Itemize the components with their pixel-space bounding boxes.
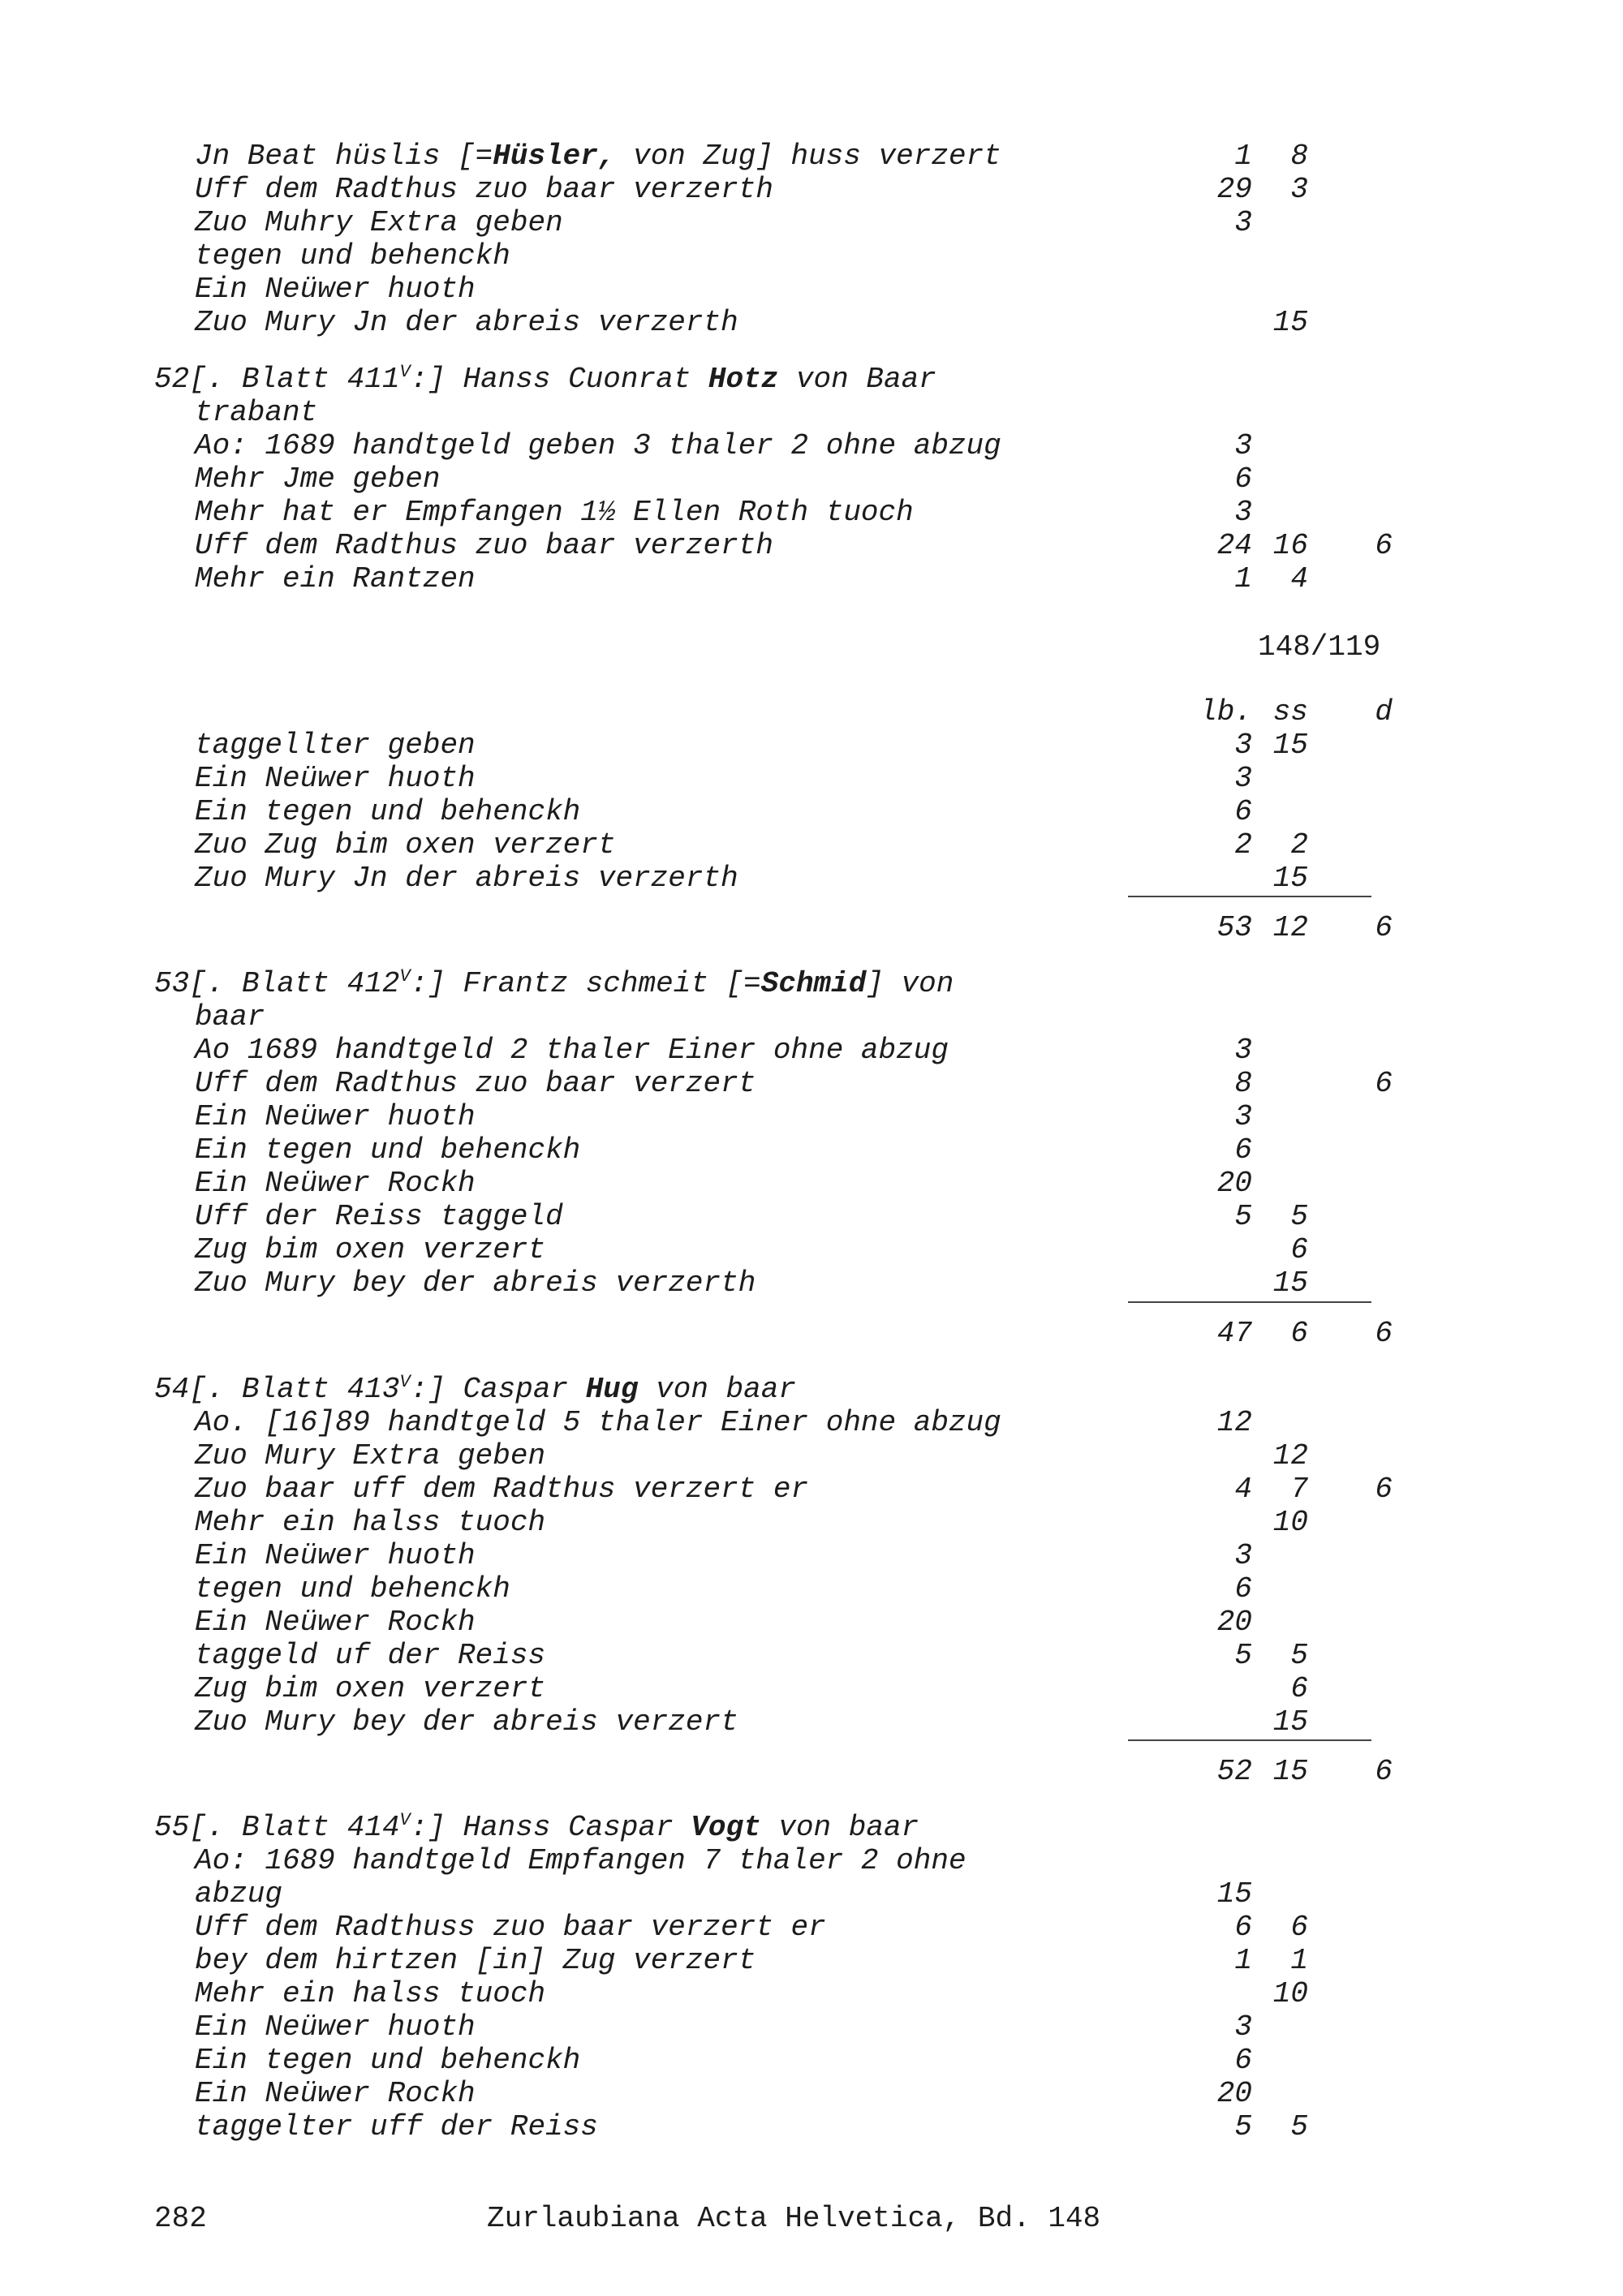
row-description: Ein Neüwer huoth: [195, 2010, 476, 2044]
amount-ss: 16: [1272, 529, 1308, 562]
amount-d: 6: [1375, 1317, 1393, 1350]
row-description: Uff dem Radthuss zuo baar verzert er: [195, 1911, 826, 1944]
row-description: Mehr ein halss tuoch: [195, 1506, 546, 1539]
total-row: [154, 1317, 1453, 1350]
row-description: Zuo baar uff dem Radthus verzert er: [195, 1473, 809, 1506]
ledger-row: [154, 2077, 1453, 2110]
row-description: Ao: 1689 handtgeld Empfangen 7 thaler 2 ohne: [195, 1844, 966, 1877]
amount-ss: 7: [1290, 1473, 1308, 1506]
ledger-row: [154, 1606, 1453, 1639]
ledger-row: [154, 729, 1453, 762]
ledger-row: [154, 462, 1453, 496]
row-description: Zug bim oxen verzert: [195, 1672, 546, 1705]
amount-d: 6: [1375, 1473, 1393, 1506]
ledger-row: [154, 862, 1453, 895]
folio-verso-mark: V: [399, 1372, 411, 1392]
amount-d: 6: [1375, 1067, 1393, 1100]
amount-lb: 3: [1234, 729, 1252, 762]
amount-lb: 5: [1234, 1639, 1252, 1672]
ledger-row: [154, 496, 1453, 529]
ledger-row: [154, 2110, 1453, 2143]
entry-heading-text: 55[. Blatt $414^V$:] Hanss Caspar Vogt von baar: [154, 1810, 919, 1844]
row-description: abzug: [195, 1877, 283, 1911]
row-description: baar: [195, 1000, 265, 1034]
ledger-row: [154, 762, 1453, 795]
ledger-row: [154, 1639, 1453, 1672]
row-description: Zuo Mury Jn der abreis verzerth: [195, 862, 738, 895]
entry-heading-53: [154, 967, 1453, 1000]
entry-heading-55: [154, 1811, 1453, 1844]
footer-title: Zurlaubiana Acta Helvetica, Bd. 148: [487, 2202, 1101, 2235]
surname: Hug: [585, 1373, 639, 1406]
ledger-row: [154, 1200, 1453, 1233]
amount-lb: 3: [1234, 496, 1252, 529]
header-ss: ss: [1272, 695, 1308, 729]
surname: Hüsler,: [493, 140, 616, 173]
amount-ss: 4: [1290, 562, 1308, 595]
amount-lb: 3: [1234, 1034, 1252, 1067]
row-description: Zuo Mury bey der abreis verzerth: [195, 1266, 756, 1300]
footer-page-number: 282: [154, 2202, 207, 2235]
row-description: Jn Beat hüslis [=Hüsler, von Zug] huss verzert: [195, 140, 1001, 173]
amount-ss: 15: [1272, 729, 1308, 762]
ledger-row: [154, 1100, 1453, 1133]
amount-lb: 6: [1234, 1572, 1252, 1606]
row-description: Uff dem Radthus zuo baar verzerth: [195, 173, 773, 206]
amount-lb: 2: [1234, 828, 1252, 862]
ledger-row: [154, 1944, 1453, 1977]
amount-lb: 3: [1234, 429, 1252, 462]
row-description: Ein Neüwer Rockh: [195, 1167, 476, 1200]
row-description: Uff der Reiss taggeld: [195, 1200, 563, 1233]
ledger-row: [154, 173, 1453, 206]
row-description: tegen und behenckh: [195, 1572, 510, 1606]
folio-verso-mark: V: [399, 1810, 411, 1830]
amount-ss: 10: [1272, 1506, 1308, 1539]
amount-lb: 1: [1234, 1944, 1252, 1977]
amount-ss: 5: [1290, 1639, 1308, 1672]
row-description: Ein tegen und behenckh: [195, 1133, 581, 1167]
sum-rule: [1128, 1301, 1371, 1303]
ledger-row: [154, 273, 1453, 306]
amount-lb: 29: [1216, 173, 1252, 206]
amount-lb: 3: [1234, 762, 1252, 795]
entry-heading-text: 52[. Blatt $411^V$:] Hanss Cuonrat Hotz von Baar: [154, 362, 936, 396]
row-description: Ao 1689 handtgeld 2 thaler Einer ohne abzug: [195, 1034, 949, 1067]
row-description: Ein Neüwer Rockh: [195, 2077, 476, 2110]
ledger-row: [154, 1167, 1453, 1200]
amount-lb: 1: [1234, 562, 1252, 595]
ledger-row: [154, 2010, 1453, 2044]
header-lb: lb.: [1199, 695, 1252, 729]
sum-rule: [1128, 1739, 1371, 1741]
amount-ss: 15: [1272, 1705, 1308, 1739]
ledger-row: [154, 1844, 1453, 1877]
row-description: Ein Neüwer huoth: [195, 1539, 476, 1572]
amount-lb: 24: [1216, 529, 1252, 562]
entry-heading-54: [154, 1373, 1453, 1406]
ledger-row: [154, 429, 1453, 462]
amount-ss: 6: [1290, 1911, 1308, 1944]
total-row: [154, 1755, 1453, 1788]
ledger-row: [154, 1233, 1453, 1266]
page-reference: 148/119: [1258, 630, 1381, 664]
row-description: Mehr hat er Empfangen 1½ Ellen Roth tuoch: [195, 496, 914, 529]
entry-heading-text: 53[. Blatt $412^V$:] Frantz schmeit [=Schmid] von: [154, 966, 954, 1000]
row-description: Zuo Mury Extra geben: [195, 1439, 546, 1473]
ledger-row: [154, 1506, 1453, 1539]
amount-lb: 4: [1234, 1473, 1252, 1506]
amount-d: 6: [1375, 911, 1393, 944]
amount-lb: 20: [1216, 1167, 1252, 1200]
row-description: taggelter uff der Reiss: [195, 2110, 598, 2143]
ledger-row: [154, 206, 1453, 239]
amount-lb: 20: [1216, 2077, 1252, 2110]
row-description: Ein Neüwer Rockh: [195, 1606, 476, 1639]
amount-ss: 15: [1272, 1755, 1308, 1788]
row-description: Zug bim oxen verzert: [195, 1233, 546, 1266]
amount-lb: 5: [1234, 2110, 1252, 2143]
amount-lb: 47: [1216, 1317, 1252, 1350]
ledger-row: [154, 1977, 1453, 2010]
amount-lb: 8: [1234, 1067, 1252, 1100]
amount-lb: 53: [1216, 911, 1252, 944]
row-description: Zuo Mury Jn der abreis verzerth: [195, 306, 738, 339]
amount-ss: 5: [1290, 2110, 1308, 2143]
row-description: Ein Neüwer huoth: [195, 762, 476, 795]
amount-lb: 15: [1216, 1877, 1252, 1911]
amount-ss: 1: [1290, 1944, 1308, 1977]
header-d: d: [1375, 695, 1393, 729]
entry-heading-52: [154, 363, 1453, 396]
row-description: Ein tegen und behenckh: [195, 2044, 581, 2077]
row-description: taggellter geben: [195, 729, 476, 762]
ledger-row: [154, 562, 1453, 595]
amount-ss: 8: [1290, 140, 1308, 173]
ledger-row: [154, 1473, 1453, 1506]
amount-ss: 15: [1272, 306, 1308, 339]
row-description: Zuo Zug bim oxen verzert: [195, 828, 616, 862]
row-description: Zuo Mury bey der abreis verzert: [195, 1705, 738, 1739]
ledger-row: [154, 529, 1453, 562]
amount-ss: 3: [1290, 173, 1308, 206]
row-description: tegen und behenckh: [195, 239, 510, 273]
ledger-row: [154, 795, 1453, 828]
row-description: Mehr ein Rantzen: [195, 562, 476, 595]
row-description: Ao: 1689 handtgeld geben 3 thaler 2 ohne abzug: [195, 429, 1001, 462]
ledger-row: [154, 1705, 1453, 1739]
ledger-row: [154, 828, 1453, 862]
amount-lb: 52: [1216, 1755, 1252, 1788]
row-description: Zuo Muhry Extra geben: [195, 206, 563, 239]
ledger-row: [154, 1572, 1453, 1606]
sum-rule: [1128, 896, 1371, 897]
amount-ss: 5: [1290, 1200, 1308, 1233]
row-description: Ein Neüwer huoth: [195, 1100, 476, 1133]
amount-lb: 6: [1234, 1911, 1252, 1944]
ledger-row: [154, 1439, 1453, 1473]
amount-d: 6: [1375, 1755, 1393, 1788]
amount-ss: 15: [1272, 1266, 1308, 1300]
amount-lb: 20: [1216, 1606, 1252, 1639]
amount-lb: 3: [1234, 206, 1252, 239]
amount-lb: 12: [1216, 1406, 1252, 1439]
ledger-row: [154, 1672, 1453, 1705]
amount-lb: 6: [1234, 1133, 1252, 1167]
entry-heading-text: 54[. Blatt $413^V$:] Caspar Hug von baar: [154, 1372, 796, 1406]
row-description: Uff dem Radthus zuo baar verzerth: [195, 529, 773, 562]
surname: Vogt: [691, 1811, 761, 1844]
amount-ss: 6: [1290, 1317, 1308, 1350]
amount-lb: 6: [1234, 462, 1252, 496]
amount-ss: 6: [1290, 1233, 1308, 1266]
row-description: Mehr ein halss tuoch: [195, 1977, 546, 2010]
amount-ss: 15: [1272, 862, 1308, 895]
amount-ss: 12: [1272, 1439, 1308, 1473]
amount-ss: 10: [1272, 1977, 1308, 2010]
ledger-row: [154, 140, 1453, 173]
total-row: [154, 911, 1453, 944]
amount-lb: 5: [1234, 1200, 1252, 1233]
row-description: Ein Neüwer huoth: [195, 273, 476, 306]
row-description: Uff dem Radthus zuo baar verzert: [195, 1067, 756, 1100]
amount-ss: 2: [1290, 828, 1308, 862]
row-description: Ein tegen und behenckh: [195, 795, 581, 828]
amount-d: 6: [1375, 529, 1393, 562]
ledger-row: [154, 1539, 1453, 1572]
ledger-row: [154, 306, 1453, 339]
folio-verso-mark: V: [399, 966, 411, 987]
ledger-row: [154, 1911, 1453, 1944]
folio-verso-mark: V: [399, 362, 411, 382]
entry-heading-continuation: [154, 396, 1453, 429]
row-description: taggeld uf der Reiss: [195, 1639, 546, 1672]
amount-ss: 12: [1272, 911, 1308, 944]
row-description: bey dem hirtzen [in] Zug verzert: [195, 1944, 756, 1977]
row-description: trabant: [195, 396, 318, 429]
surname: Schmid: [760, 967, 867, 1000]
amount-lb: 3: [1234, 1539, 1252, 1572]
ledger-row: [154, 1266, 1453, 1300]
row-description: Mehr Jme geben: [195, 462, 441, 496]
ledger-row: [154, 239, 1453, 273]
amount-lb: 6: [1234, 795, 1252, 828]
amount-lb: 3: [1234, 2010, 1252, 2044]
amount-lb: 1: [1234, 140, 1252, 173]
amount-ss: 6: [1290, 1672, 1308, 1705]
ledger-row: [154, 1067, 1453, 1100]
ledger-row: [154, 1133, 1453, 1167]
ledger-row: [154, 1034, 1453, 1067]
entry-heading-continuation: [154, 1000, 1453, 1034]
row-description: Ao. [16]89 handtgeld 5 thaler Einer ohne abzug: [195, 1406, 1001, 1439]
amount-lb: 3: [1234, 1100, 1252, 1133]
surname: Hotz: [708, 363, 779, 396]
ledger-row: [154, 1877, 1453, 1911]
column-headers: [154, 695, 1453, 729]
ledger-row: [154, 1406, 1453, 1439]
amount-lb: 6: [1234, 2044, 1252, 2077]
ledger-row: [154, 2044, 1453, 2077]
